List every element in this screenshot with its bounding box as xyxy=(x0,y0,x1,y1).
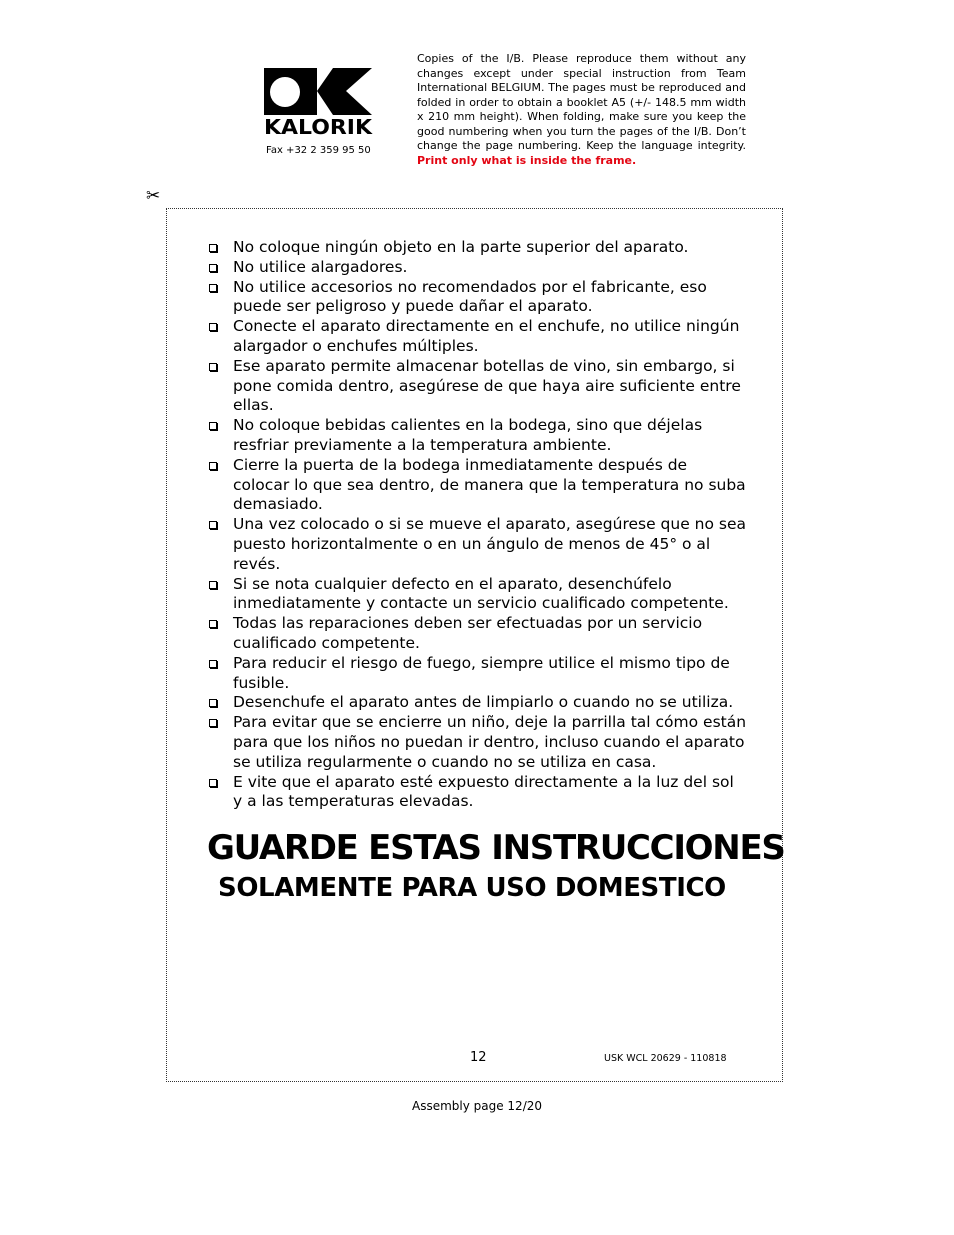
instruction-text: Una vez colocado o si se mueve el aparato, asegúrese que no sea puesto horizontalmente o en un ángulo de menos de 45° o al revés. xyxy=(233,515,747,573)
instruction-item xyxy=(207,654,747,694)
printing-note xyxy=(417,52,746,168)
square-bullet-icon xyxy=(209,284,217,292)
instruction-item xyxy=(207,614,747,654)
instruction-item xyxy=(207,515,747,574)
square-bullet-icon xyxy=(209,264,217,272)
instruction-text: Ese aparato permite almacenar botellas de vino, sin embargo, si pone comida dentro, asegúrese de que haya aire suficiente entre ellas. xyxy=(233,356,741,415)
fax-number: Fax +32 2 359 95 50 xyxy=(266,145,371,156)
instruction-text: E vite que el aparato esté expuesto directamente a la luz del sol y a las temperaturas elevadas. xyxy=(233,772,734,811)
instruction-item xyxy=(207,238,747,258)
instruction-item xyxy=(207,456,747,515)
brand-name: KALORIK xyxy=(264,115,374,138)
instruction-text: No coloque bebidas calientes en la bodega, sino que déjelas resfriar previamente a la temperatura ambiente. xyxy=(233,416,703,454)
instruction-item xyxy=(207,258,747,278)
page-number: 12 xyxy=(470,1050,487,1065)
instruction-text: No utilice alargadores. xyxy=(233,257,408,276)
square-bullet-icon xyxy=(209,660,217,668)
square-bullet-icon xyxy=(209,779,217,787)
instruction-text: Cierre la puerta de la bodega inmediatamente después de colocar lo que sea dentro, de manera que la temperatura no suba demasiado. xyxy=(233,455,746,514)
square-bullet-icon xyxy=(209,323,217,331)
instruction-text: Desenchufe el aparato antes de limpiarlo o cuando no se utiliza. xyxy=(233,693,734,712)
instruction-item xyxy=(207,416,747,456)
printing-note-highlight: Print only what is inside the frame. xyxy=(417,153,637,167)
instruction-text: Todas las reparaciones deben ser efectuadas por un servicio cualificado competente. xyxy=(233,614,703,652)
square-bullet-icon xyxy=(209,620,217,628)
instruction-item xyxy=(207,575,747,615)
instruction-text: No coloque ningún objeto en la parte superior del aparato. xyxy=(233,238,689,256)
instruction-list xyxy=(207,238,747,812)
save-instructions-heading: GUARDE ESTAS INSTRUCCIONES xyxy=(207,828,785,868)
square-bullet-icon xyxy=(209,699,217,707)
instruction-item xyxy=(207,278,747,318)
instruction-text: No utilice accesorios no recomendados por el fabricante, eso puede ser peligroso y puede dañar el aparato. xyxy=(233,277,707,316)
square-bullet-icon xyxy=(209,422,217,430)
square-bullet-icon xyxy=(209,581,217,589)
instruction-text: Para reducir el riesgo de fuego, siempre utilice el mismo tipo de fusible. xyxy=(233,653,730,692)
square-bullet-icon xyxy=(209,244,217,252)
square-bullet-icon xyxy=(209,719,217,727)
instruction-item xyxy=(207,693,747,713)
instruction-text: Conecte el aparato directamente en el enchufe, no utilice ningún alargador o enchufes múltiples. xyxy=(233,317,740,355)
instruction-item xyxy=(207,357,747,416)
instruction-item xyxy=(207,317,747,357)
kalorik-logo-mark xyxy=(264,68,374,138)
instruction-text: Si se nota cualquier defecto en el aparato, desenchúfelo inmediatamente y contacte un servicio cualificado competente. xyxy=(233,574,729,613)
household-use-heading: SOLAMENTE PARA USO DOMESTICO xyxy=(218,873,726,903)
square-bullet-icon xyxy=(209,462,217,470)
square-bullet-icon xyxy=(209,363,217,371)
instruction-item xyxy=(207,773,747,813)
square-bullet-icon xyxy=(209,521,217,529)
instruction-text: Para evitar que se encierre un niño, deje la parrilla tal cómo están para que los niños no puedan ir dentro, incluso cuando el aparato se utiliza regularmente o cuando no se utiliza en casa. xyxy=(233,713,747,771)
printing-note-text: Copies of the I/B. Please reproduce them without any changes except under special instruction from Team International BELGIUM. The pages must be reproduced and folded in order to obtain a booklet A5 (+/- 148.5 mm width x 210 mm height). When folding, make sure you keep the good numbering when you turn the pages of the I/B. Don’t change the page numbering. Keep the language integrity. xyxy=(417,52,746,152)
document-code: USK WCL 20629 - 110818 xyxy=(604,1053,727,1064)
scissors-icon: ✂ xyxy=(146,186,161,206)
instruction-item xyxy=(207,713,747,772)
assembly-page-label: Assembly page 12/20 xyxy=(411,1099,543,1113)
kalorik-logo xyxy=(264,68,374,138)
